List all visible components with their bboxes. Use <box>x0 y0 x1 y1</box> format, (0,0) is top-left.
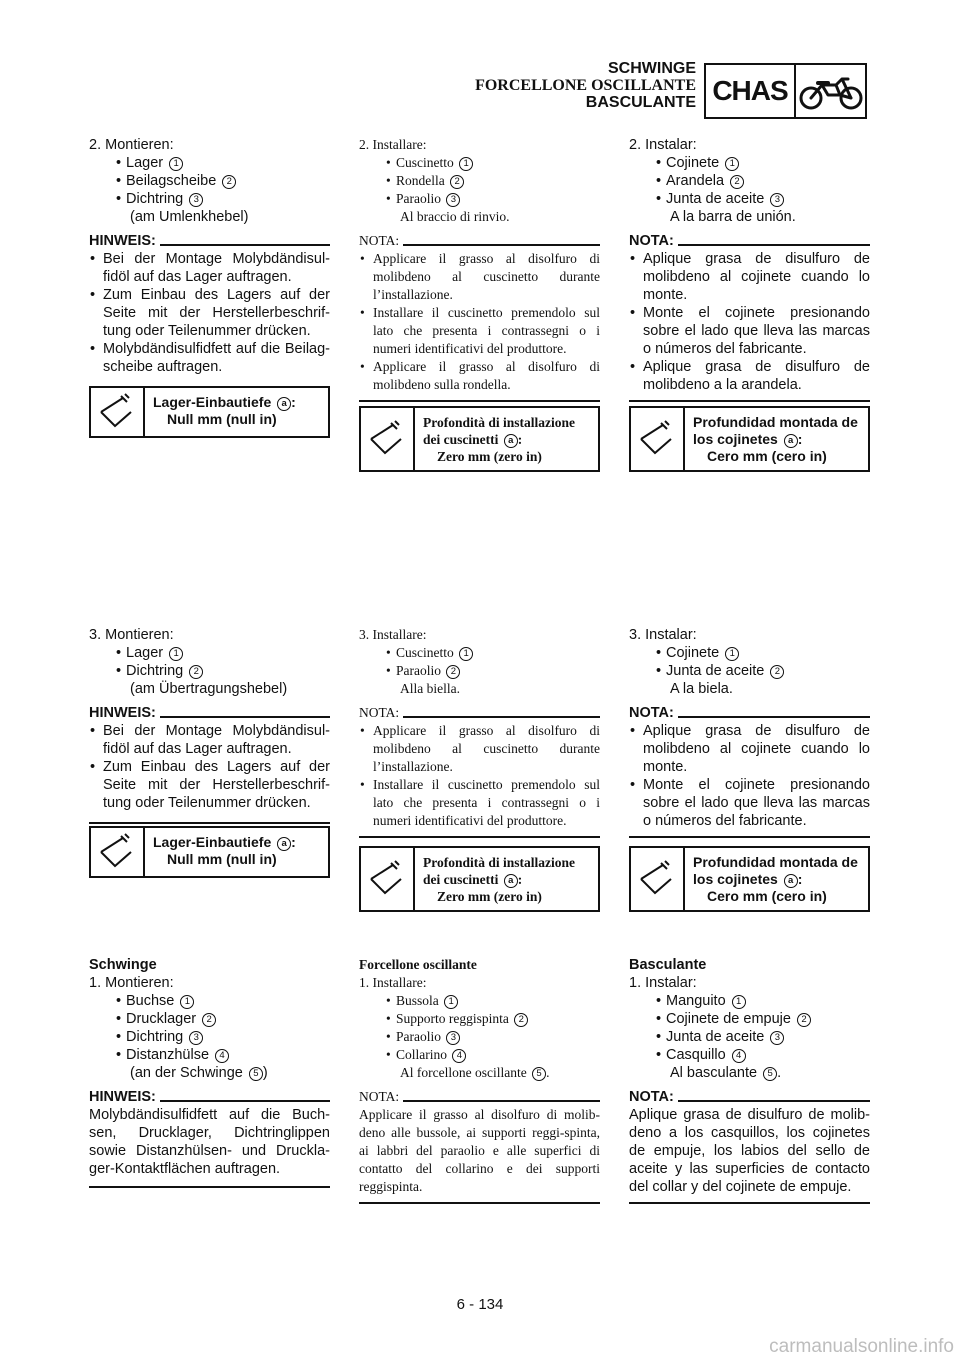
list-item: • Rondella 2 <box>359 172 600 190</box>
spec-label: dei cuscinetti a : <box>423 872 523 887</box>
list-item: • Beilagscheibe 2 <box>89 172 330 190</box>
ref-number: 1 <box>732 995 746 1009</box>
note-bullet: • Applicare il grasso al disolfuro di molibdeno sulla rondella. <box>359 358 600 394</box>
note-end-rule <box>89 822 330 824</box>
ref-number: 3 <box>189 193 203 207</box>
note-end-rule <box>359 1202 600 1204</box>
note-end-rule <box>629 836 870 838</box>
ref-number: 2 <box>189 665 203 679</box>
note-heading: NOTA: <box>629 1088 870 1106</box>
motorcycle-icon <box>796 65 865 117</box>
list-item: • Junta de aceite 3 <box>629 190 870 208</box>
note-bullet: • Zum Einbau des Lagers auf der Seite mit der Herstellerbeschrif-tung oder Teilenummer drücken. <box>89 286 330 340</box>
ref-number: 1 <box>169 157 183 171</box>
note-text: Applicare il grasso al disolfuro di molib-deno alle bussole, ai supporti reggi-spinta, ai labbri del paraolio e alle superfici di contatto del collarino e dei supporti reggispinta. <box>359 1107 600 1194</box>
install-target: Alla biella. <box>400 681 460 696</box>
install-target: Al forcellone oscillante 5 . <box>400 1065 550 1080</box>
step-heading: 1. Installare: <box>359 975 427 990</box>
spec-label: Lager-Einbautiefe a : <box>153 394 296 410</box>
list-item: • Distanzhülse 4 <box>89 1046 330 1064</box>
list-item: • Cuscinetto 1 <box>359 644 600 662</box>
mark-a: a <box>504 874 518 888</box>
ref-number: 3 <box>189 1031 203 1045</box>
note-end-rule <box>359 836 600 838</box>
step-heading: 2. Montieren: <box>89 137 174 153</box>
note-heading: NOTA: <box>359 1088 600 1106</box>
list-item: • Manguito 1 <box>629 992 870 1010</box>
note-bullet: • Installare il cuscinetto premendolo sul lato che presenta i contrassegni o i numeri identificativi del produttore. <box>359 776 600 830</box>
install-target: (an der Schwinge 5 ) <box>130 1065 268 1081</box>
spec-label: los cojinetes a : <box>693 871 803 887</box>
section-title: Basculante <box>629 957 707 973</box>
spec-value: Null mm (null in) <box>167 851 277 867</box>
ref-number: 1 <box>459 647 473 661</box>
mark-a: a <box>784 874 798 888</box>
ref-number: 3 <box>446 1031 460 1045</box>
note-bullet: • Bei der Montage Molybdändisul-fidöl auf das Lager auftragen. <box>89 722 330 758</box>
section-title: Forcellone oscillante <box>359 957 477 972</box>
step-heading: 1. Montieren: <box>89 975 174 991</box>
ref-number: 2 <box>446 665 460 679</box>
ref-number: 2 <box>202 1013 216 1027</box>
note-heading: NOTA: <box>359 704 600 722</box>
install-target: A la biela. <box>670 681 733 697</box>
note-heading: NOTA: <box>359 232 600 250</box>
spec-box <box>359 846 600 912</box>
block-de-step3 <box>89 626 330 824</box>
note-end-rule <box>89 1186 330 1188</box>
list-item: • Junta de aceite 2 <box>629 662 870 680</box>
press-tool-icon <box>361 848 415 910</box>
note-bullet: • Applicare il grasso al disolfuro di molibdeno al cuscinetto durante l’installazione. <box>359 250 600 304</box>
ref-number: 1 <box>459 157 473 171</box>
note-heading: NOTA: <box>629 704 870 722</box>
spec-value: Null mm (null in) <box>167 411 277 427</box>
note-bullet: • Aplique grasa de disulfuro de molibdeno al cojinete cuando lo monte. <box>629 722 870 776</box>
ref-number: 1 <box>180 995 194 1009</box>
ref-number: 1 <box>169 647 183 661</box>
note-heading: HINWEIS: <box>89 704 330 722</box>
note-heading: HINWEIS: <box>89 232 330 250</box>
list-item: • Junta de aceite 3 <box>629 1028 870 1046</box>
note-bullet: • Monte el cojinete presionando sobre el lado que lleva las marcas o números del fabricante. <box>629 776 870 830</box>
spec-label: Profondità di installazione <box>423 855 576 870</box>
install-target: A la barra de unión. <box>670 209 796 225</box>
list-item: • Cuscinetto 1 <box>359 154 600 172</box>
step-heading: 1. Instalar: <box>629 975 697 991</box>
section-tab <box>704 63 867 119</box>
block-es-step2 <box>629 136 870 402</box>
spec-label: Profundidad montada de <box>693 854 858 870</box>
note-end-rule <box>359 400 600 402</box>
mark-a: a <box>277 837 291 851</box>
note-bullet: • Zum Einbau des Lagers auf der Seite mit der Herstellerbeschrif-tung oder Teilenummer drücken. <box>89 758 330 812</box>
ref-number: 2 <box>797 1013 811 1027</box>
note-text: Aplique grasa de disulfuro de molib-deno a los casquillos, los cojinetes de empuje, los labios del sello de aceite y las superficies de contacto del collar y del cojinete de empuje. <box>629 1107 870 1195</box>
ref-number: 4 <box>215 1049 229 1063</box>
block-it-step3 <box>359 626 600 838</box>
block-es-step3 <box>629 626 870 838</box>
ref-number: 2 <box>222 175 236 189</box>
list-item: • Buchse 1 <box>89 992 330 1010</box>
note-bullet: • Installare il cuscinetto premendolo sul lato che presenta i contrassegni o i numeri identificativi del produttore. <box>359 304 600 358</box>
note-bullet: • Bei der Montage Molybdändisul-fidöl auf das Lager auftragen. <box>89 250 330 286</box>
spec-label: Profondità di installazione <box>423 415 576 430</box>
spec-value: Cero mm (cero in) <box>707 888 827 904</box>
list-item: • Arandela 2 <box>629 172 870 190</box>
spec-label: Lager-Einbautiefe a : <box>153 834 296 850</box>
block-es-swingarm <box>629 956 870 1204</box>
press-tool-icon <box>361 408 415 470</box>
note-end-rule <box>629 1202 870 1204</box>
ref-number: 1 <box>725 157 739 171</box>
spec-value: Zero mm (zero in) <box>437 889 542 904</box>
step-heading: 3. Montieren: <box>89 627 174 643</box>
press-tool-icon <box>631 408 685 470</box>
step-heading: 2. Instalar: <box>629 137 697 153</box>
list-item: • Paraolio 3 <box>359 1028 600 1046</box>
list-item: • Bussola 1 <box>359 992 600 1010</box>
install-target: (am Übertragungshebel) <box>130 681 288 697</box>
ref-number: 2 <box>514 1013 528 1027</box>
spec-box <box>629 846 870 912</box>
block-it-step2 <box>359 136 600 402</box>
block-de-swingarm <box>89 956 330 1188</box>
ref-number: 1 <box>444 995 458 1009</box>
list-item: • Drucklager 2 <box>89 1010 330 1028</box>
page-number: 6 - 134 <box>456 1296 504 1313</box>
block-it-swingarm <box>359 956 600 1204</box>
mark-a: a <box>784 434 798 448</box>
note-heading: NOTA: <box>629 232 870 250</box>
spec-box <box>359 406 600 472</box>
list-item: • Lager 1 <box>89 154 330 172</box>
list-item: • Cojinete 1 <box>629 154 870 172</box>
note-bullet: • Aplique grasa de disulfuro de molibdeno a la arandela. <box>629 358 870 394</box>
ref-number: 2 <box>730 175 744 189</box>
ref-number: 5 <box>763 1067 777 1081</box>
list-item: • Cojinete 1 <box>629 644 870 662</box>
header-title-de: SCHWINGE <box>608 60 696 77</box>
ref-number: 2 <box>770 665 784 679</box>
note-bullet: • Monte el cojinete presionando sobre el lado que lleva las marcas o números del fabricante. <box>629 304 870 358</box>
ref-number: 3 <box>770 193 784 207</box>
mark-a: a <box>504 434 518 448</box>
spec-label: dei cuscinetti a : <box>423 432 523 447</box>
ref-number: 5 <box>249 1067 263 1081</box>
section-title: Schwinge <box>89 957 157 973</box>
install-target: (am Umlenkhebel) <box>130 209 249 225</box>
press-tool-icon <box>91 828 145 876</box>
press-tool-icon <box>631 848 685 910</box>
spec-label: los cojinetes a : <box>693 431 803 447</box>
page-header-titles <box>475 60 696 111</box>
install-target: Al basculante 5 . <box>670 1065 782 1081</box>
mark-a: a <box>277 397 291 411</box>
press-tool-icon <box>91 388 145 436</box>
list-item: • Paraolio 3 <box>359 190 600 208</box>
ref-number: 5 <box>532 1067 546 1081</box>
spec-value: Cero mm (cero in) <box>707 448 827 464</box>
header-title-es: BASCULANTE <box>585 94 696 111</box>
spec-box <box>89 386 330 438</box>
list-item: • Casquillo 4 <box>629 1046 870 1064</box>
note-bullet: • Aplique grasa de disulfuro de molibdeno al cojinete cuando lo monte. <box>629 250 870 304</box>
note-end-rule <box>629 400 870 402</box>
list-item: • Dichtring 3 <box>89 190 330 208</box>
header-title-it: FORCELLONE OSCILLANTE <box>475 77 696 94</box>
install-target: Al braccio di rinvio. <box>400 209 510 224</box>
spec-box <box>89 826 330 878</box>
list-item: • Cojinete de empuje 2 <box>629 1010 870 1028</box>
step-heading: 3. Installare: <box>359 627 427 642</box>
block-de-step2 <box>89 136 330 388</box>
spec-label: Profundidad montada de <box>693 414 858 430</box>
ref-number: 4 <box>732 1049 746 1063</box>
note-heading: HINWEIS: <box>89 1088 330 1106</box>
ref-number: 4 <box>452 1049 466 1063</box>
note-bullet: • Applicare il grasso al disolfuro di molibdeno al cuscinetto durante l’installazione. <box>359 722 600 776</box>
note-bullet: • Molybdändisulfidfett auf die Beilag-scheibe auftragen. <box>89 340 330 376</box>
step-heading: 3. Instalar: <box>629 627 697 643</box>
watermark: carmanualsonline.info <box>769 1336 954 1357</box>
list-item: • Dichtring 3 <box>89 1028 330 1046</box>
list-item: • Collarino 4 <box>359 1046 600 1064</box>
list-item: • Dichtring 2 <box>89 662 330 680</box>
note-text: Molybdändisulfidfett auf die Buch-sen, Drucklager, Dichtringlippen sowie Distanzhülsen- und Druckla-ger-Kontaktflächen auftragen. <box>89 1107 330 1177</box>
step-heading: 2. Installare: <box>359 137 427 152</box>
list-item: • Lager 1 <box>89 644 330 662</box>
ref-number: 2 <box>450 175 464 189</box>
spec-value: Zero mm (zero in) <box>437 449 542 464</box>
ref-number: 3 <box>446 193 460 207</box>
section-label: CHAS <box>706 65 796 117</box>
list-item: • Paraolio 2 <box>359 662 600 680</box>
ref-number: 1 <box>725 647 739 661</box>
ref-number: 3 <box>770 1031 784 1045</box>
list-item: • Supporto reggispinta 2 <box>359 1010 600 1028</box>
spec-box <box>629 406 870 472</box>
